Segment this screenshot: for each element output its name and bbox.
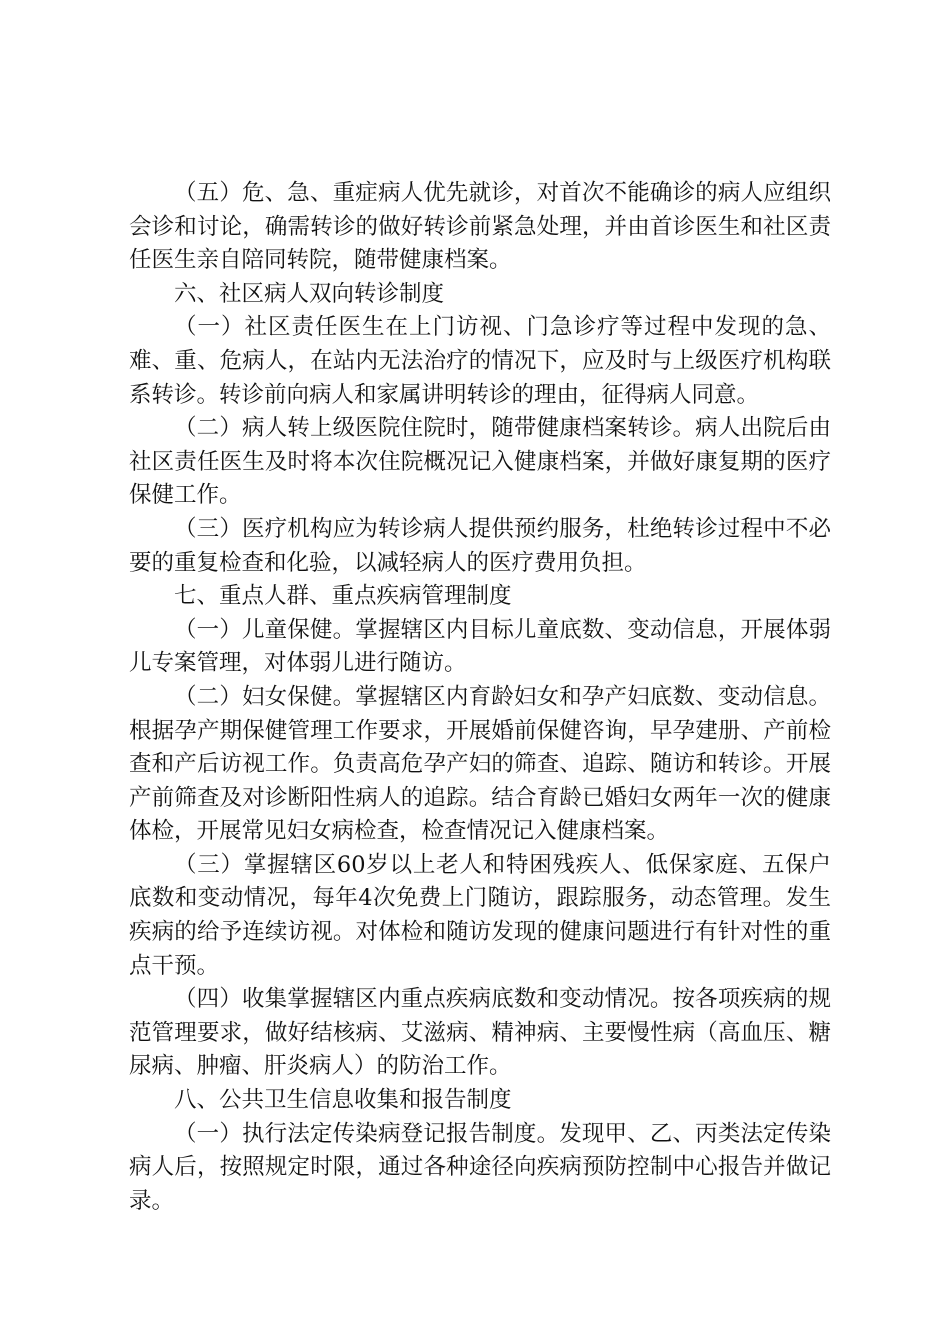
paragraph-item-2-hospital-transfer: （二）病人转上级医院住院时，随带健康档案转诊。病人出院后由社区责任医生及时将本次住院概况记入健康档案，并做好康复期的医疗保健工作。 (129, 415, 831, 509)
paragraph-item-4-key-diseases: （四）收集掌握辖区内重点疾病底数和变动情况。按各项疾病的规范管理要求，做好结核病、艾滋病、精神病、主要慢性病（高血压、糖尿病、肿瘤、肝炎病人）的防治工作。 (129, 986, 831, 1080)
paragraph-item-3-appointment-service: （三）医疗机构应为转诊病人提供预约服务，杜绝转诊过程中不必要的重复检查和化验，以减轻病人的医疗费用负担。 (129, 515, 831, 576)
section-heading-7-key-groups: 七、重点人群、重点疾病管理制度 (174, 583, 512, 610)
paragraph-item-5-emergency-priority: （五）危、急、重症病人优先就诊，对首次不能确诊的病人应组织会诊和讨论，确需转诊的做好转诊前紧急处理，并由首诊医生和社区责任医生亲自陪同转院，随带健康档案。 (129, 180, 831, 274)
section-heading-8-public-health-info: 八、公共卫生信息收集和报告制度 (174, 1087, 512, 1114)
paragraph-item-1-child-health: （一）儿童保健。掌握辖区内目标儿童底数、变动信息，开展体弱儿专案管理，对体弱儿进行随访。 (129, 616, 831, 677)
paragraph-item-1-infectious-disease-report: （一）执行法定传染病登记报告制度。发现甲、乙、丙类法定传染病人后，按照规定时限，通过各种途径向疾病预防控制中心报告并做记录。 (129, 1120, 831, 1214)
document-body (129, 177, 831, 1218)
paragraph-item-1-referral-contact: （一）社区责任医生在上门访视、门急诊疗等过程中发现的急、难、重、危病人，在站内无法治疗的情况下，应及时与上级医疗机构联系转诊。转诊前向病人和家属讲明转诊的理由，征得病人同意。 (129, 314, 831, 408)
paragraph-item-2-women-health: （二）妇女保健。掌握辖区内育龄妇女和孕产妇底数、变动信息。根据孕产期保健管理工作要求，开展婚前保健咨询，早孕建册、产前检查和产后访视工作。负责高危孕产妇的筛查、追踪、随访和转诊。开展产前筛查及对诊断阳性病人的追踪。结合育龄已婚妇女两年一次的健康体检，开展常见妇女病检查，检查情况记入健康档案。 (129, 683, 831, 845)
paragraph-item-3-elderly-care: （三）掌握辖区60岁以上老人和特困残疾人、低保家庭、五保户底数和变动情况，每年4次免费上门随访，跟踪服务，动态管理。发生疾病的给予连续访视。对体检和随访发现的健康问题进行有针对性的重点干预。 (129, 851, 831, 979)
section-heading-6-referral: 六、社区病人双向转诊制度 (174, 280, 445, 307)
